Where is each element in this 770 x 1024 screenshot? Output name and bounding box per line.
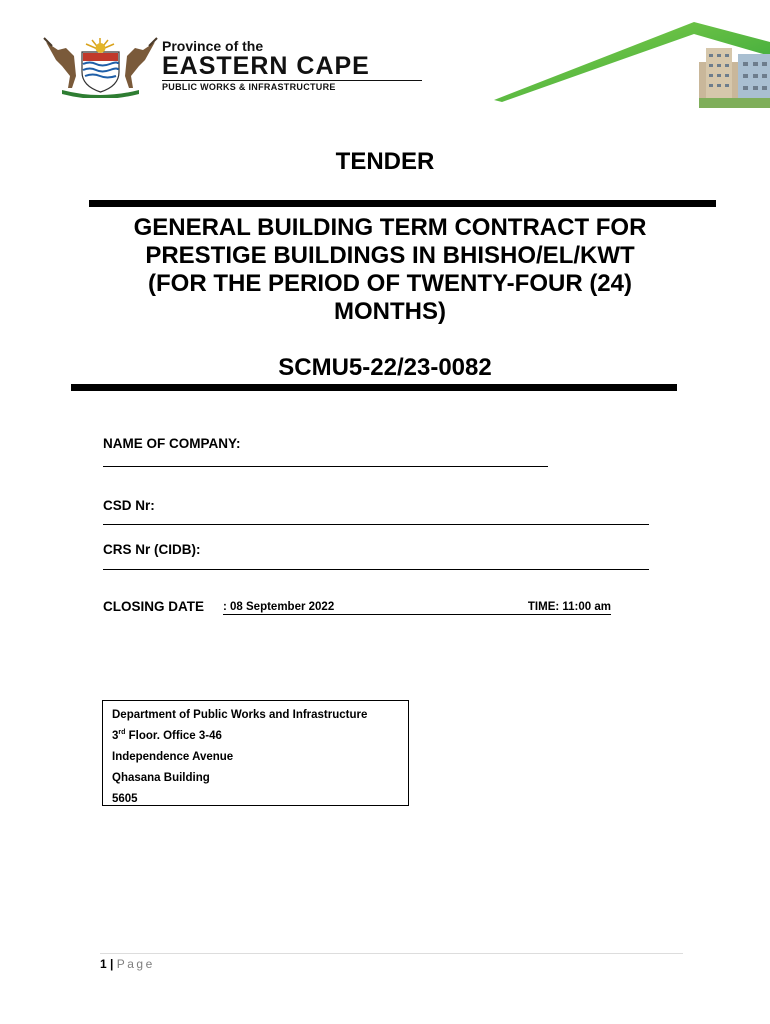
csd-number-field[interactable] — [103, 524, 649, 525]
page-footer — [100, 953, 683, 971]
company-name-field[interactable] — [103, 466, 548, 467]
page-word: Page — [116, 957, 155, 971]
province-line: Province of the — [162, 38, 264, 54]
address-department: Department of Public Works and Infrastructure — [112, 709, 368, 721]
page-number: 1 — [100, 957, 107, 971]
footer-separator: | — [106, 957, 117, 971]
brand-wordmark — [162, 38, 422, 93]
region-line: EASTERN CAPE — [162, 52, 370, 80]
address-postal-code: 5605 — [112, 793, 138, 805]
csd-number-label: CSD Nr: — [103, 498, 155, 513]
closing-time-text: TIME: 11:00 am — [527, 601, 611, 613]
tender-title — [85, 214, 695, 326]
crs-number-field[interactable] — [103, 569, 649, 570]
tender-reference-number: SCMU5-22/23-0082 — [278, 354, 492, 381]
address-street: Independence Avenue — [112, 751, 234, 763]
divider — [89, 200, 716, 207]
divider — [71, 384, 677, 391]
address-building: Qhasana Building — [112, 772, 210, 784]
building-graphic-icon — [494, 18, 770, 110]
eastern-cape-logo — [38, 36, 418, 98]
closing-date-value — [223, 601, 611, 615]
closing-date-text: : 08 September 2022 — [223, 601, 335, 613]
address-floor: 3rd Floor. Office 3-46 — [112, 729, 222, 742]
document-label: TENDER — [335, 148, 435, 175]
closing-date-row — [103, 599, 623, 619]
title-line: GENERAL BUILDING TERM CONTRACT FOR — [133, 214, 647, 241]
coat-of-arms-icon — [38, 36, 163, 98]
department-line: PUBLIC WORKS & INFRASTRUCTURE — [162, 80, 422, 93]
title-line: PRESTIGE BUILDINGS IN BHISHO/EL/KWT — [145, 242, 635, 269]
company-name-label: NAME OF COMPANY: — [103, 436, 241, 451]
title-line: MONTHS) — [334, 298, 446, 325]
closing-date-label: CLOSING DATE — [103, 599, 204, 614]
crs-number-label: CRS Nr (CIDB): — [103, 542, 201, 557]
title-line: (FOR THE PERIOD OF TWENTY-FOUR (24) — [148, 270, 632, 297]
delivery-address-box — [102, 700, 409, 806]
